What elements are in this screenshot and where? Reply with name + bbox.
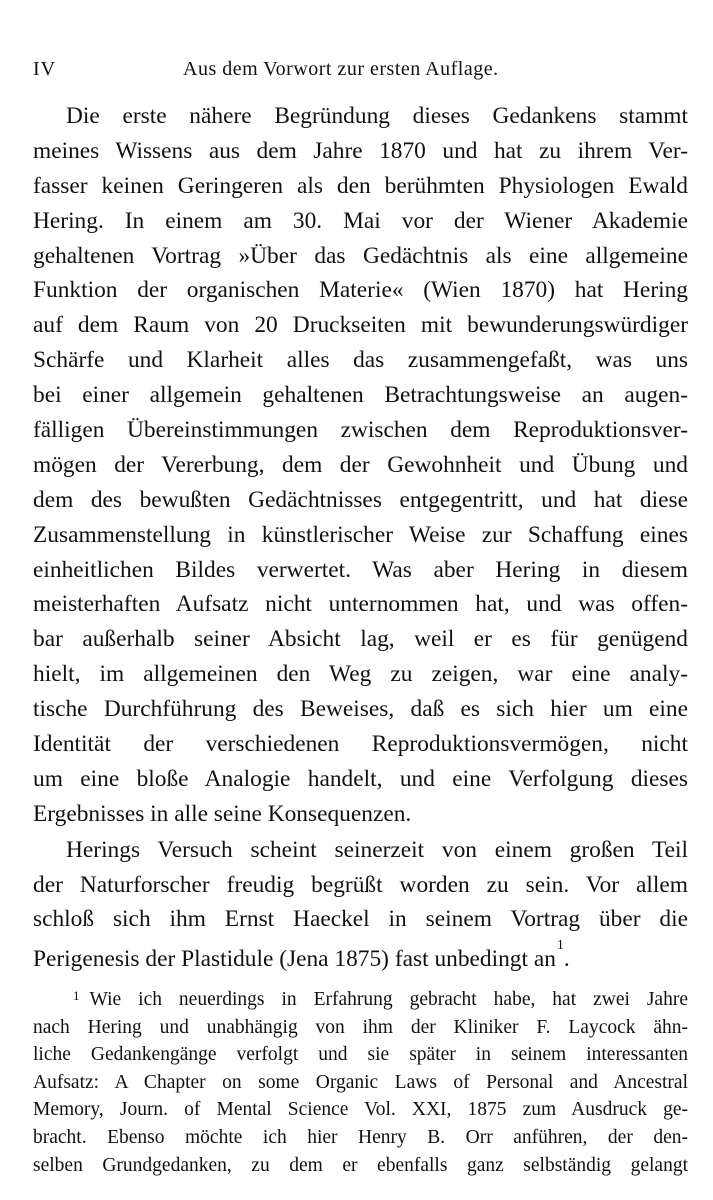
text-line: fälligen Übereinstimmungen zwischen dem Reproduktionsver- — [33, 417, 688, 444]
text-line: mögen der Vererbung, dem der Gewohnheit und Übung und — [33, 451, 688, 478]
footnote-text: Wie ich neuerdings in Erfahrung gebracht habe, hat zwei Jahre — [89, 989, 688, 1010]
text-line: Herings Versuch scheint seinerzeit von einem großen Teil — [66, 836, 688, 863]
footnote-reference[interactable]: 1 — [556, 938, 564, 954]
footnote-line: nach Hering und unabhängig von ihm der Kliniker F. Laycock ähn- — [33, 1016, 688, 1038]
text-line: meisterhaften Aufsatz nicht unternommen hat, und was offen- — [33, 591, 688, 618]
text-line: Identität der verschiedenen Reproduktionsvermögen, nicht — [33, 731, 688, 758]
text-line: tische Durchführung des Beweises, daß es sich hier um eine — [33, 696, 688, 723]
paragraph-1 — [33, 99, 688, 832]
sentence-end: . — [563, 946, 570, 973]
text-line: meines Wissens aus dem Jahre 1870 und hat zu ihrem Ver- — [33, 137, 688, 164]
text-line: Funktion der organischen Materie« (Wien 1870) hat Hering — [33, 277, 688, 304]
body-text — [33, 99, 688, 972]
text-line: bei einer allgemein gehaltenen Betrachtungsweise an augen- — [33, 382, 688, 409]
text-line: auf dem Raum von 20 Druckseiten mit bewunderungswürdiger — [33, 312, 688, 339]
running-title: Aus dem Vorwort zur ersten Auflage. — [183, 58, 499, 80]
footnote-line: Memory, Journ. of Mental Science Vol. XXI, 1875 zum Ausdruck ge- — [33, 1099, 688, 1121]
footnote-line: bracht. Ebenso möchte ich hier Henry B. Orr anführen, der den- — [33, 1126, 688, 1148]
footnote-line — [33, 986, 688, 1014]
footnote-line: Aufsatz: A Chapter on some Organic Laws of Personal and Ancestral — [33, 1071, 688, 1093]
text-line: gehaltenen Vortrag »Über das Gedächtnis als eine allgemeine — [33, 242, 688, 269]
text-line: Zusammenstellung in künstlerischer Weise zur Schaffung eines — [33, 521, 688, 548]
text-line: bar außerhalb seiner Absicht lag, weil er es für genügend — [33, 626, 688, 653]
text-line-with-note — [33, 937, 688, 972]
text-line: fasser keinen Geringeren als den berühmten Physiologen Ewald — [33, 172, 688, 199]
text-line: Schärfe und Klarheit alles das zusammengefaßt, was uns — [33, 347, 688, 374]
footnote-line: selben Grundgedanken, zu dem er ebenfalls ganz selbständig gelangt — [33, 1154, 688, 1176]
running-head — [33, 55, 688, 83]
text-line: dem des bewußten Gedächtnisses entgegentritt, und hat diese — [33, 486, 688, 513]
text-line: schloß sich ihm Ernst Haeckel in seinem Vortrag über die — [33, 906, 688, 933]
page-number: IV — [33, 58, 57, 80]
text-line: Hering. In einem am 30. Mai vor der Wiener Akademie — [33, 207, 688, 234]
text-segment: Perigenesis der Plastidule (Jena 1875) fast unbedingt an — [33, 946, 556, 973]
text-line: Die erste nähere Begründung dieses Gedankens stammt — [66, 103, 688, 129]
text-line: hielt, im allgemeinen den Weg zu zeigen, war eine analy- — [33, 661, 688, 688]
text-line: Ergebnisses in alle seine Konsequenzen. — [33, 800, 412, 827]
footnote-line: liche Gedankengänge verfolgt und sie später in seinem interessanten — [33, 1044, 688, 1066]
text-line: einheitlichen Bildes verwertet. Was aber Hering in diesem — [33, 556, 688, 583]
paragraph-2 — [33, 833, 688, 973]
text-line: der Naturforscher freudig begrüßt worden zu sein. Vor allem — [33, 871, 688, 898]
footnote-marker: 1 — [73, 988, 80, 1003]
footnote — [33, 986, 688, 1179]
text-line: um eine bloße Analogie handelt, und eine Verfolgung dieses — [33, 765, 688, 792]
